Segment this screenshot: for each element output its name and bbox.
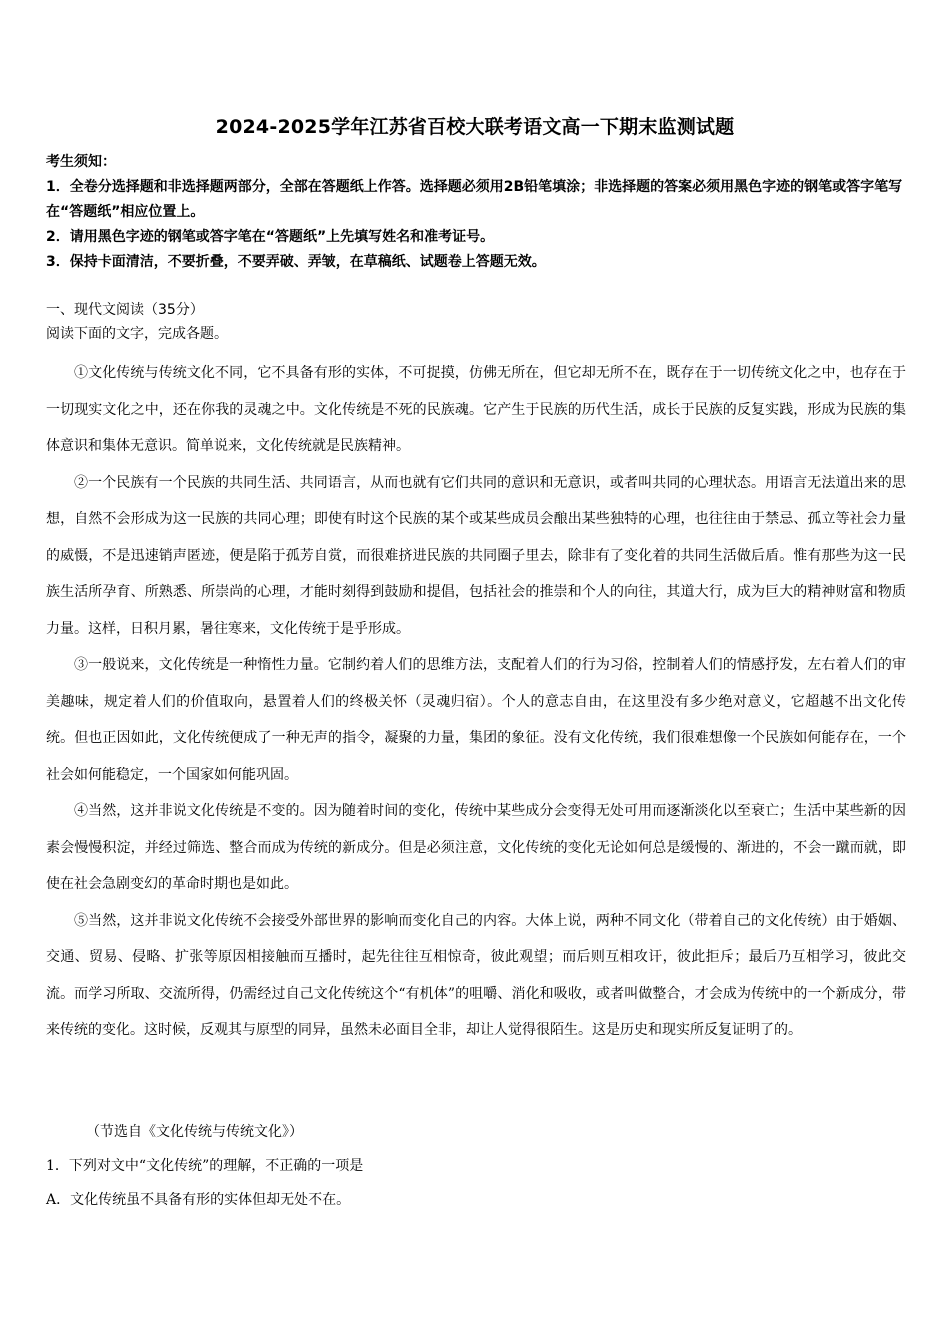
notice-item-2: 2．请用黑色字迹的钢笔或答字笔在“答题纸”上先填写姓名和准考证号。: [46, 229, 495, 245]
passage-paragraph-1: ①文化传统与传统文化不同，它不具备有形的实体，不可捉摸，仿佛无所在，但它却无所不在，既存在于一切传统文化之中，也存在于一切现实文化之中，还在你我的灵魂之中。文化传统是不死的民族魂。它产生于民族的历代生活，成长于民族的反复实践，形成为民族的集体意识和集体无意识。简单说来，文化传统就是民族精神。: [46, 365, 906, 454]
question-option-a: A．文化传统虽不具备有形的实体但却无处不在。: [46, 1192, 351, 1208]
passage-paragraph-4: ④当然，这并非说文化传统是不变的。因为随着时间的变化，传统中某些成分会变得无处可用而逐渐淡化以至衰亡；生活中某些新的因素会慢慢积淀，并经过筛选、整合而成为传统的新成分。但是必须注意，文化传统的变化无论如何总是缓慢的、渐进的，不会一蹴而就，即使在社会急剧变幻的革命时期也是如此。: [46, 803, 906, 892]
notice-item-1: 1．全卷分选择题和非选择题两部分，全部在答题纸上作答。选择题必须用2B铅笔填涂；非选择题的答案必须用黑色字迹的钢笔或答字笔写在“答题纸”相应位置上。: [46, 179, 903, 220]
reading-passage: [46, 355, 906, 1049]
question-stem: 1．下列对文中“文化传统”的理解，不正确的一项是: [46, 1158, 364, 1174]
passage-paragraph-3: ③一般说来，文化传统是一种惰性力量。它制约着人们的思维方法，支配着人们的行为习俗，控制着人们的情感抒发，左右着人们的审美趣味，规定着人们的价值取向，悬置着人们的终极关怀（灵魂归宿）。个人的意志自由，在这里没有多少绝对意义，它超越不出文化传统。但也正因如此，文化传统便成了一种无声的指令，凝聚的力量，集团的象征。没有文化传统，我们很难想像一个民族如何能存在，一个社会如何能稳定，一个国家如何能巩固。: [46, 657, 906, 783]
notice-heading: 考生须知：: [46, 154, 116, 170]
section-heading: 一、现代文阅读（35分）: [46, 302, 204, 318]
exam-notice: [46, 150, 906, 275]
page-title: 2024-2025学年江苏省百校大联考语文高一下期末监测试题: [215, 116, 735, 138]
passage-source: （节选自《文化传统与传统文化》）: [86, 1124, 303, 1140]
passage-paragraph-5: ⑤当然，这并非说文化传统不会接受外部世界的影响而变化自己的内容。大体上说，两种不同文化（带着自己的文化传统）由于婚姻、交通、贸易、侵略、扩张等原因相接触而互播时，起先往往互相惊奇，彼此观望；而后则互相攻讦，彼此拒斥；最后乃互相学习，彼此交流。而学习所取、交流所得，仍需经过自己文化传统这个“有机体”的咀嚼、消化和吸收，或者叫做整合，才会成为传统中的一个新成分，带来传统的变化。这时候，反观其与原型的同异，虽然未必面目全非，却让人觉得很陌生。这是历史和现实所反复证明了的。: [46, 912, 906, 1038]
notice-item-3: 3．保持卡面清洁，不要折叠，不要弄破、弄皱，在草稿纸、试题卷上答题无效。: [46, 254, 546, 270]
passage-paragraph-2: ②一个民族有一个民族的共同生活、共同语言，从而也就有它们共同的意识和无意识，或者叫共同的心理状态。用语言无法道出来的思想，自然不会形成为这一民族的共同心理；即使有时这个民族的某个或某些成员会酿出某些独特的心理，也往往由于禁忌、孤立等社会力量的威慑，不是迅速销声匿迹，便是陷于孤芳自赏，而很难挤进民族的共同圈子里去，除非有了变化着的共同生活做后盾。惟有那些为这一民族生活所孕育、所熟悉、所崇尚的心理，才能时刻得到鼓励和提倡，包括社会的推崇和个人的向往，其道大行，成为巨大的精神财富和物质力量。这样，日积月累，暑往寒来，文化传统于是乎形成。: [46, 474, 906, 637]
section-instruction: 阅读下面的文字，完成各题。: [46, 326, 228, 342]
